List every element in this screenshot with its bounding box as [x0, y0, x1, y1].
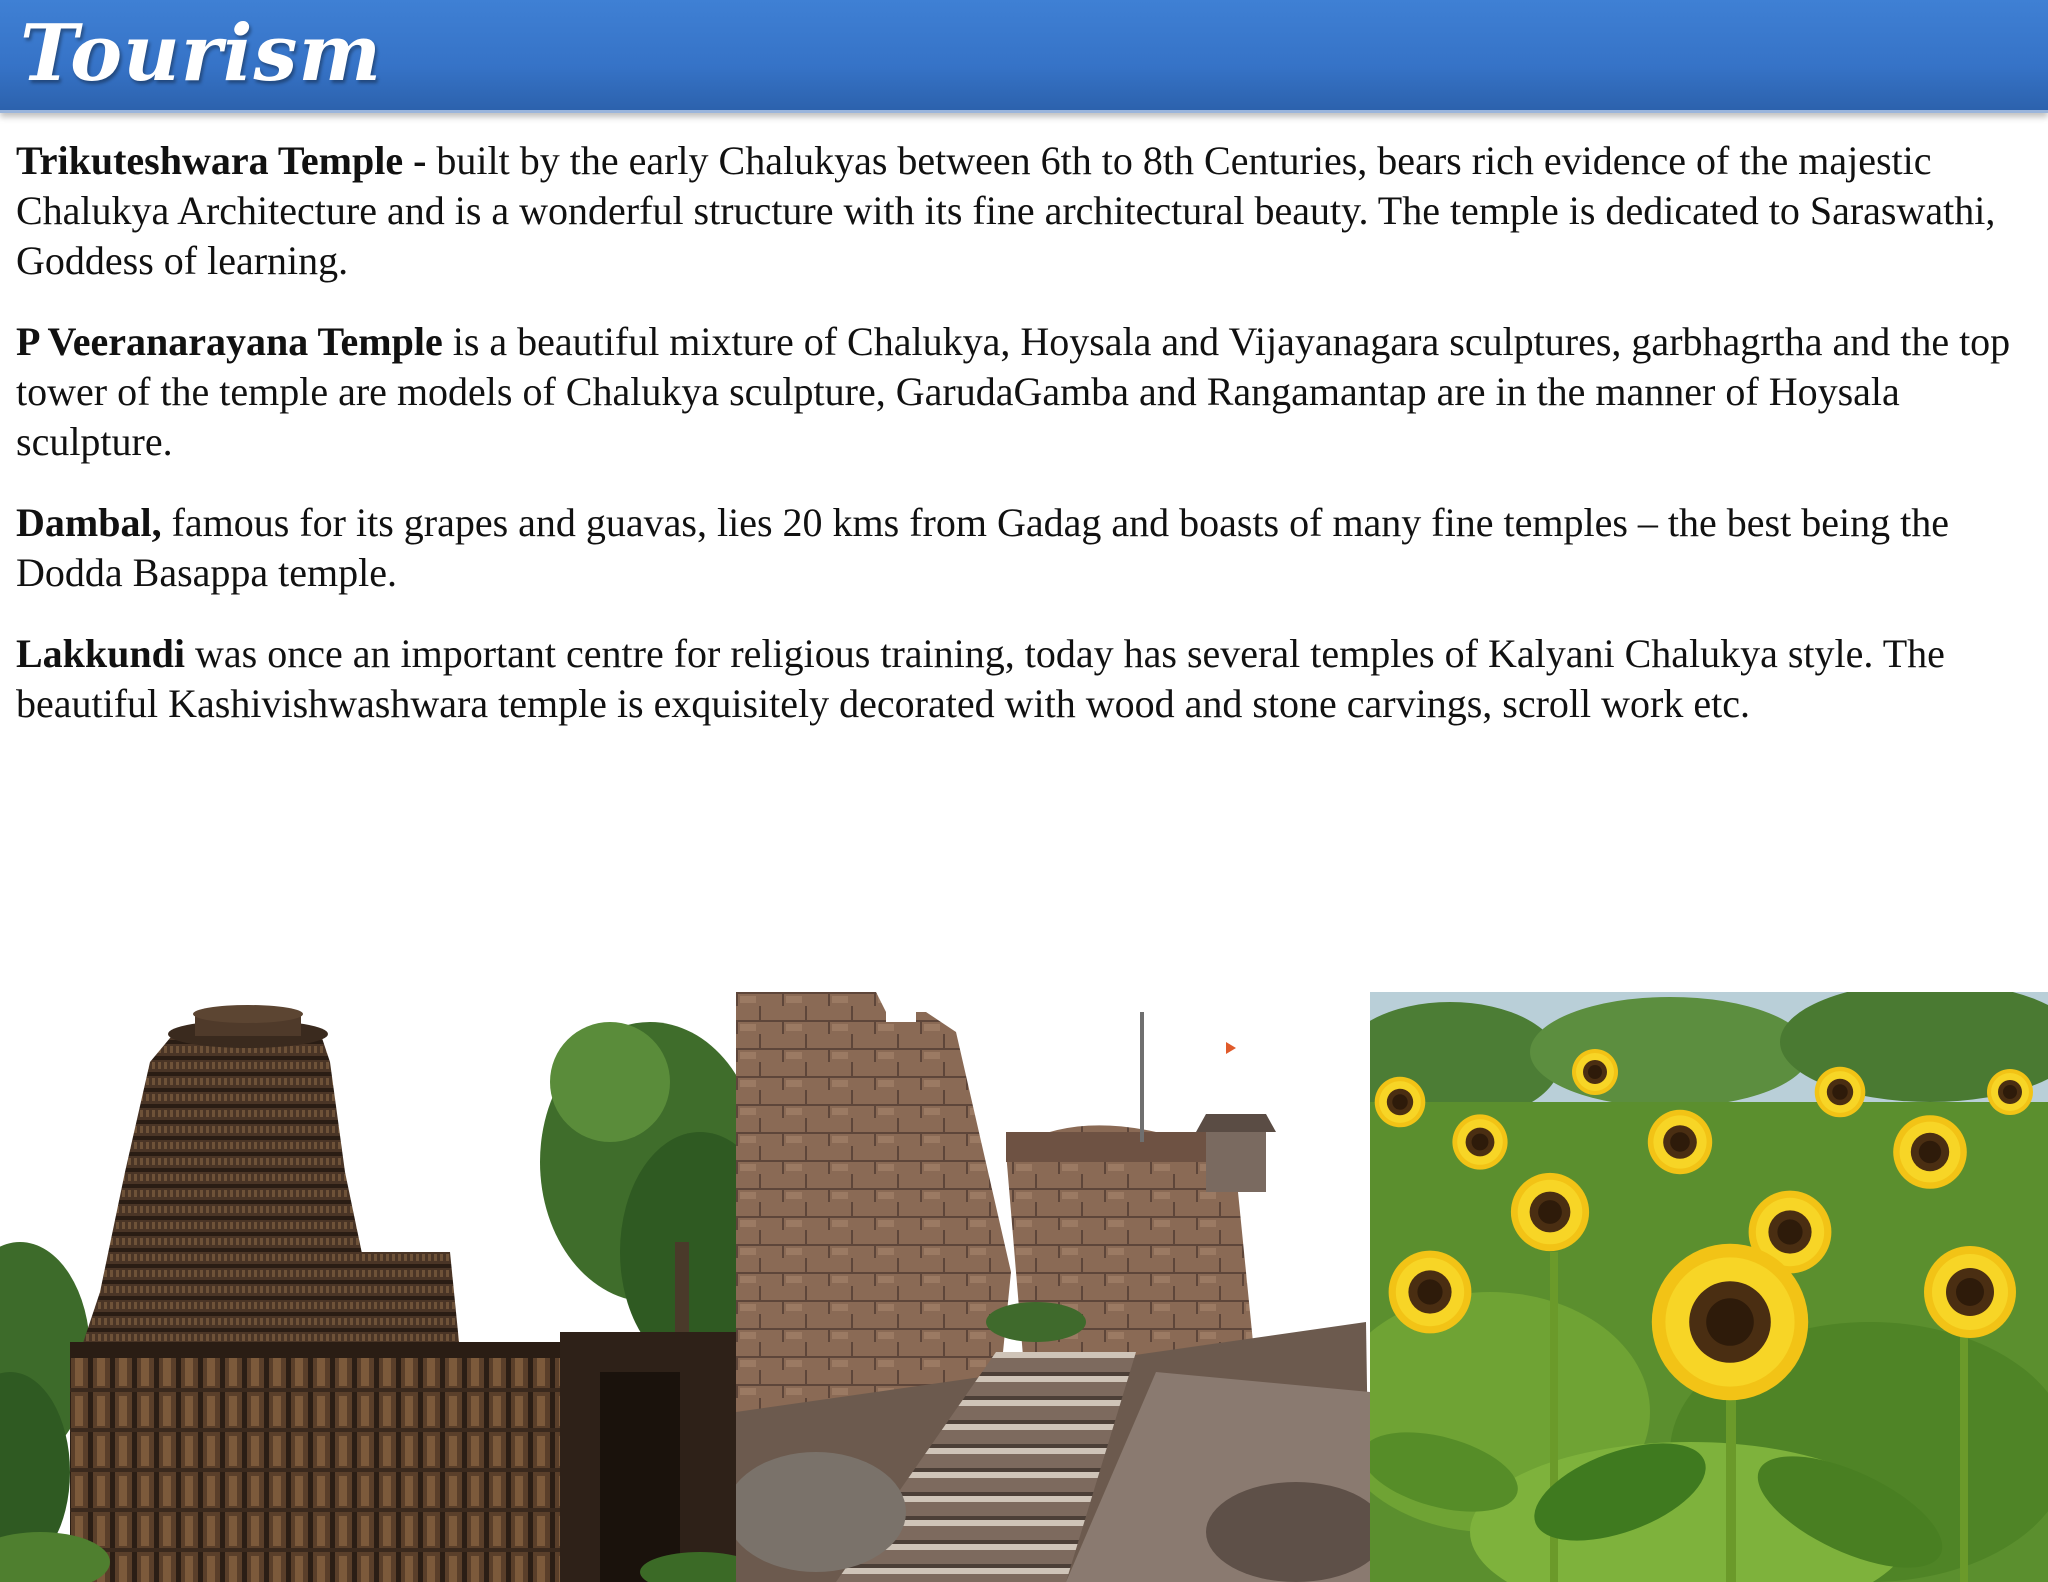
paragraph-lead: Trikuteshwara Temple - — [16, 138, 427, 183]
paragraph-text: was once an important centre for religious training, today has several temples of Kalyani Chalukya style. The beautiful Kashivishwashwara temple is exquisitely decorated with wood and stone carvings, scroll work etc. — [16, 631, 1945, 726]
title-bar — [0, 0, 2048, 113]
fort-illustration — [736, 992, 1370, 1582]
paragraph-lead: P Veeranarayana Temple — [16, 319, 443, 364]
paragraph-lakkundi — [16, 629, 2036, 729]
photo-strip — [0, 992, 2048, 1582]
paragraph-text: built by the early Chalukyas between 6th to 8th Centuries, bears rich evidence of the majestic Chalukya Architecture and is a wonderful structure with its fine architectural beauty. The temple is dedicated to Saraswathi, Goddess of learning. — [16, 138, 1996, 283]
sunflower-illustration — [1370, 992, 2048, 1582]
paragraph-veeranarayana — [16, 317, 2036, 467]
temple-photo — [0, 992, 736, 1582]
paragraph-trikuteshwara — [16, 136, 2036, 286]
paragraph-lead: Lakkundi — [16, 631, 186, 676]
fort-photo — [736, 992, 1370, 1582]
content — [16, 136, 2036, 760]
temple-illustration — [0, 992, 736, 1582]
paragraph-dambal — [16, 498, 2036, 598]
paragraph-text: famous for its grapes and guavas, lies 20 kms from Gadag and boasts of many fine temples – the best being the Dodda Basappa temple. — [16, 500, 1949, 595]
paragraph-lead: Dambal, — [16, 500, 162, 545]
paragraph-text: is a beautiful mixture of Chalukya, Hoysala and Vijayanagara sculptures, garbhagrtha and the top tower of the temple are models of Chalukya sculpture, GarudaGamba and Rangamantap are in the manner of Hoysala sculpture. — [16, 319, 2011, 464]
sunflower-photo — [1370, 992, 2048, 1582]
page-title: Tourism — [20, 8, 382, 99]
